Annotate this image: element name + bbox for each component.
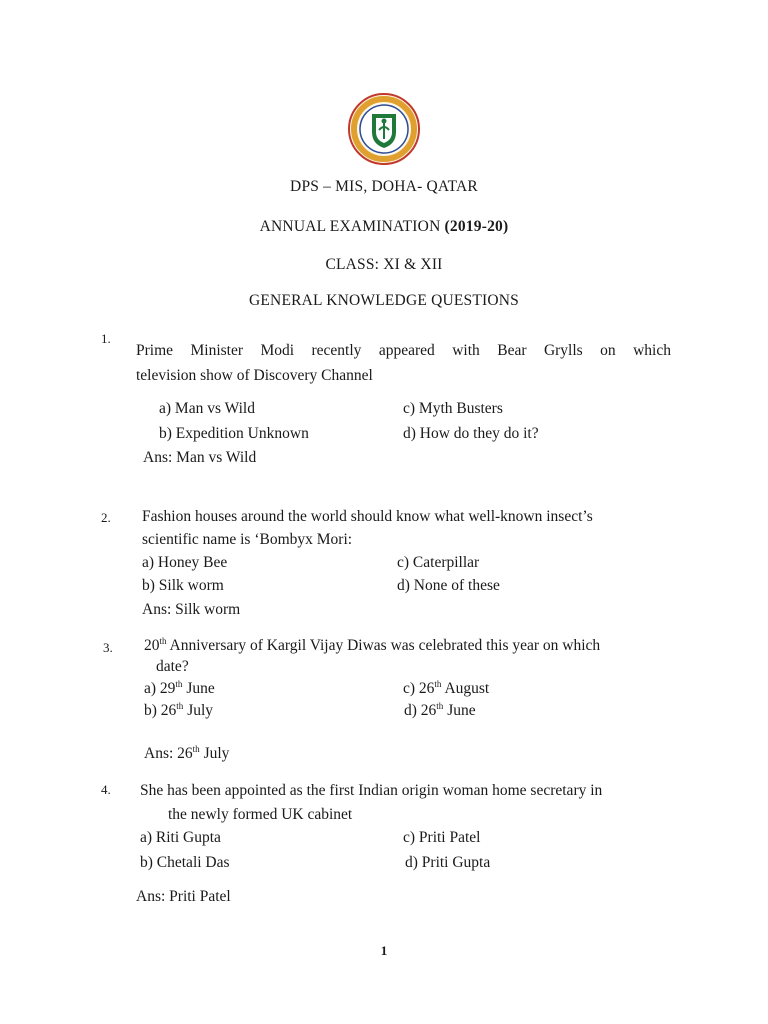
question-4-line2: the newly formed UK cabinet [168, 806, 353, 823]
option-b-suffix: th [176, 700, 184, 711]
question-1-option-b: b) Expedition Unknown [159, 425, 309, 442]
option-a-month: June [182, 680, 215, 697]
school-crest-icon [347, 92, 421, 166]
option-b-day: b) 26 [144, 702, 177, 719]
question-3-option-c [403, 680, 489, 698]
page-number: 1 [380, 943, 388, 958]
school-name: DPS – MIS, DOHA- QATAR [290, 178, 478, 195]
question-4-option-c: c) Priti Patel [403, 829, 481, 846]
question-2-option-d: d) None of these [397, 577, 500, 594]
question-2-number: 2. [101, 510, 111, 525]
question-4-line1: She has been appointed as the first Indian origin woman home secretary in [140, 782, 603, 799]
question-4-option-d: d) Priti Gupta [405, 854, 491, 871]
question-2-option-b: b) Silk worm [142, 577, 224, 594]
question-3-number: 3. [103, 640, 113, 655]
question-3-line2: date? [156, 658, 189, 675]
question-3-ordinal-suffix: th [159, 635, 167, 646]
question-3-line1 [144, 637, 600, 655]
option-d-month: June [443, 702, 476, 719]
question-1-line1: Prime Minister Modi recently appeared with Bear Grylls on which [136, 342, 671, 359]
question-4-answer: Ans: Priti Patel [136, 888, 231, 905]
answer-day: Ans: 26 [144, 745, 193, 762]
question-3-text: Anniversary of Kargil Vijay Diwas was celebrated this year on which [166, 637, 601, 654]
question-1-option-d: d) How do they do it? [403, 425, 539, 442]
question-1-option-a: a) Man vs Wild [159, 400, 255, 417]
option-d-day: d) 26 [404, 702, 437, 719]
answer-month: July [199, 745, 230, 762]
answer-suffix: th [192, 743, 200, 754]
question-1-number: 1. [101, 331, 111, 346]
question-2-option-c: c) Caterpillar [397, 554, 480, 571]
subject-title: GENERAL KNOWLEDGE QUESTIONS [248, 292, 519, 309]
option-c-suffix: th [434, 678, 442, 689]
question-2-option-a: a) Honey Bee [142, 554, 228, 571]
question-2-line1: Fashion houses around the world should know what well-known insect’s [142, 508, 593, 525]
option-d-suffix: th [436, 700, 444, 711]
option-c-day: c) 26 [403, 680, 435, 697]
option-a-suffix: th [175, 678, 183, 689]
question-3-option-b [144, 702, 213, 720]
class-label: CLASS: XI & XII [325, 256, 443, 273]
question-1-answer: Ans: Man vs Wild [143, 449, 257, 466]
question-3-option-a [144, 680, 215, 698]
question-4-option-a: a) Riti Gupta [140, 829, 221, 846]
question-1-option-c: c) Myth Busters [403, 400, 503, 417]
question-2-line2: scientific name is ‘Bombyx Mori: [142, 531, 353, 548]
question-3-answer [144, 745, 229, 763]
option-b-month: July [183, 702, 214, 719]
question-3-option-d [404, 702, 476, 720]
exam-year: (2019-20) [444, 218, 509, 235]
question-4-number: 4. [101, 782, 111, 797]
question-3-ordinal: 20 [144, 637, 160, 654]
question-4-option-b: b) Chetali Das [140, 854, 230, 871]
exam-title-prefix: ANNUAL EXAMINATION [259, 218, 445, 235]
question-1-line2: television show of Discovery Channel [136, 367, 373, 384]
exam-title [0, 218, 768, 236]
question-2-answer: Ans: Silk worm [142, 601, 241, 618]
option-a-day: a) 29 [144, 680, 176, 697]
option-c-month: August [441, 680, 490, 697]
